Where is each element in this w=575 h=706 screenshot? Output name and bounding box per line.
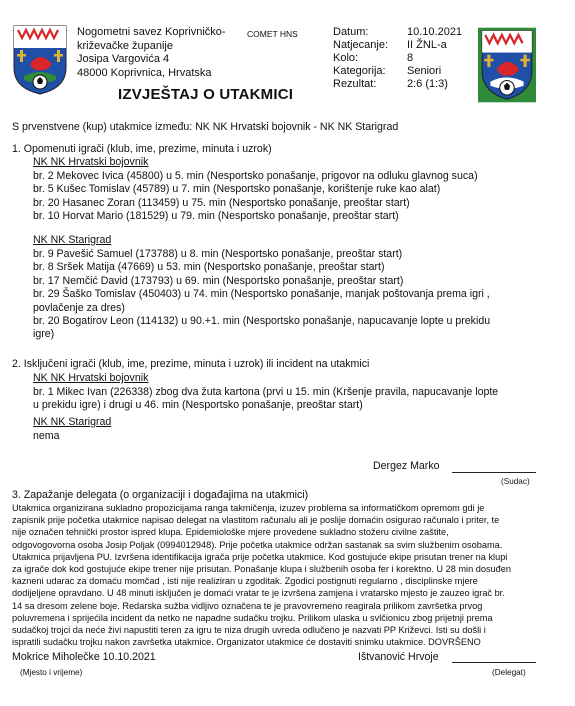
notes-line: ispratili sudačku trojku nakon završetka utakmice. Organizator utakmice će dostaviti snimku utakmice. DOVRŠENO [12,637,481,648]
section3-heading: 3. Zapažanje delegata (o organizaciji i događajima na utakmici) [12,489,309,501]
delegate-notes [12,502,572,648]
natjecanje-value: II ŽNL-a [407,39,447,51]
meta-values [407,26,462,91]
place-label: (Mjesto i vrijeme) [20,668,83,677]
notes-line: odgovogovorna osoba Josip Poljak (0994012948). Prije početka utakmice održan sastanak sa svim službenim osobama. [12,539,503,550]
rezultat-label: Rezultat: [333,78,377,90]
section1-team2: NK NK Starigrad [33,234,112,246]
county-crest-right-icon [478,26,536,104]
county-crest-left-icon [12,24,68,96]
notes-line: Utakmica prijavljena PU. Izvršena identifikacija igrača prije početka utakmice. Kod gostujuće ekipe prisutan trener na klupi [12,551,508,562]
section2-heading: 2. Isključeni igrači (klub, ime, prezime, minuta i uzrok) ili incident na utakmici [12,358,370,370]
datum-value: 10.10.2021 [407,26,463,38]
delegate-signature-line [452,662,536,663]
notes-line: dodijeljene opravdano. U 48 minuti isključen je domaći vratar te je izvršena zamjena i vratarsko mjesto je zauzeo igrač br. [12,588,505,599]
org-address [77,26,226,80]
delegate-name: Ištvanović Hrvoje [358,651,439,663]
notes-line: zapisnik prije početka utakmice napisao delegat na vlastitom računalu ali je poslije domaćin osigurao računalo i priter, te [12,515,500,526]
section2-team2-none: nema [33,430,60,442]
section1-team1-list [33,170,478,224]
place-date: Mokrice Miholečke 10.10.2021 [12,651,156,663]
comet-label: COMET HNS [247,29,298,39]
list-item: br. 1 Mikec Ivan (226338) zbog dva žuta kartona (prvi u 15. min (Kršenje pravila, napucavanje lopte [33,386,499,398]
org-line-2: križevačke županije [77,39,173,52]
notes-line: poluvremena i sprijećila incident da netko ne napadne sudačku trojku. Prilikom ulaska u svlčionicu zbog prijetnji prema [12,612,493,623]
section2-team1-list [33,386,498,413]
list-item: br. 5 Kušec Tomislav (45789) u 7. min (Nesportsko ponašanje, korištenje ruke kao alat) [33,183,441,196]
kategorija-value: Seniori [407,65,442,77]
delegate-label: (Delegat) [492,668,526,677]
notes-line: za igrače dok kod gostujuće ekipe trener nije prisutan. Ponašanje klupa i službenih osoba fer i korektno. U 28 min dosuđen [12,564,511,575]
list-item: br. 20 Bogatirov Leon (114132) u 90.+1. min (Nesportsko ponašanje, napucavanje lopte u prekidu [33,315,491,328]
judge-signature-line [452,472,536,473]
notes-line: sudačkoj trojci da neće živi napustiti teren za igru te niza drugih uvreda odlučeno je nazvati PP Križevci. Isti su došli i [12,625,486,636]
kolo-label: Kolo: [333,52,359,64]
section1-team2-list [33,248,490,342]
org-line-3: Josipa Vargovića 4 [77,53,170,65]
section2-team1: NK NK Hrvatski bojovnik [33,372,149,384]
judge-name: Dergez Marko [373,460,440,472]
natjecanje-label: Natjecanje: [333,39,389,51]
judge-role: (Sudac) [501,477,530,486]
datum-label: Datum: [333,26,369,38]
notes-line: Utakmica organizirana sukladno propozicijama ranga takmičenja, izuzev problema sa informatičkom opremom gdi je [12,503,485,513]
list-item: u prekidu igre) i drugi u 46. min (Nesportsko ponašanje, preoštar start) [33,399,363,412]
org-line-1: Nogometni savez Koprivničko- [77,26,226,38]
list-item: br. 10 Horvat Mario (181529) u 79. min (Nesportsko ponašanje, preoštar start) [33,210,399,223]
list-item: br. 17 Nemčić David (173793) u 69. min (Nesportsko ponašanje, preoštar start) [33,274,404,287]
notes-line: 14 sa dresom zelene boje. Redarska sužba vidljivo označena te je pravovremeno reagirala prilikom završetka prvog [12,600,483,611]
notes-line: nije označen tehnički prostor ispred klupa. Epidemiološke mjere provedene sukladno stožeru civilne zaštite, [12,527,449,538]
section1-heading: 1. Opomenuti igrači (klub, ime, prezime, minuta i uzrok) [12,143,272,155]
match-intro: S prvenstvene (kup) utakmice između: NK NK Hrvatski bojovnik - NK NK Starigrad [12,121,399,133]
section2-team2: NK NK Starigrad [33,416,112,428]
list-item: br. 29 Šaško Tomislav (450403) u 74. min (Nesportsko ponašanje, manjak poštovanja prema igri , [33,288,490,301]
meta-labels [333,26,388,91]
kolo-value: 8 [407,52,414,64]
list-item: br. 20 Hasanec Zoran (113459) u 75. min (Nesportsko ponašanje, preoštar start) [33,196,410,209]
list-item: br. 9 Pavešić Samuel (173788) u 8. min (Nesportsko ponašanje, preoštar start) [33,248,403,260]
rezultat-value: 2:6 (1:3) [407,78,448,90]
list-item: br. 8 Sršek Matija (47669) u 53. min (Nesportsko ponašanje, preoštar start) [33,261,385,274]
org-line-4: 48000 Koprivnica, Hrvatska [77,66,212,79]
section1-team1: NK NK Hrvatski bojovnik [33,156,149,168]
report-title: IZVJEŠTAJ O UTAKMICI [118,86,294,103]
list-item: igre) [33,328,55,341]
kategorija-label: Kategorija: [333,65,386,77]
notes-line: kazneni udarac za domaću momčad , isti nije realiziran u zgoditak. Zgodici postignuti regularno , disciplinske mjere [12,576,478,587]
list-item: br. 2 Mekovec Ivica (45800) u 5. min (Nesportsko ponašanje, prigovor na odluku glavnog suca) [33,170,478,182]
list-item: povlačenje za dres) [33,301,125,314]
